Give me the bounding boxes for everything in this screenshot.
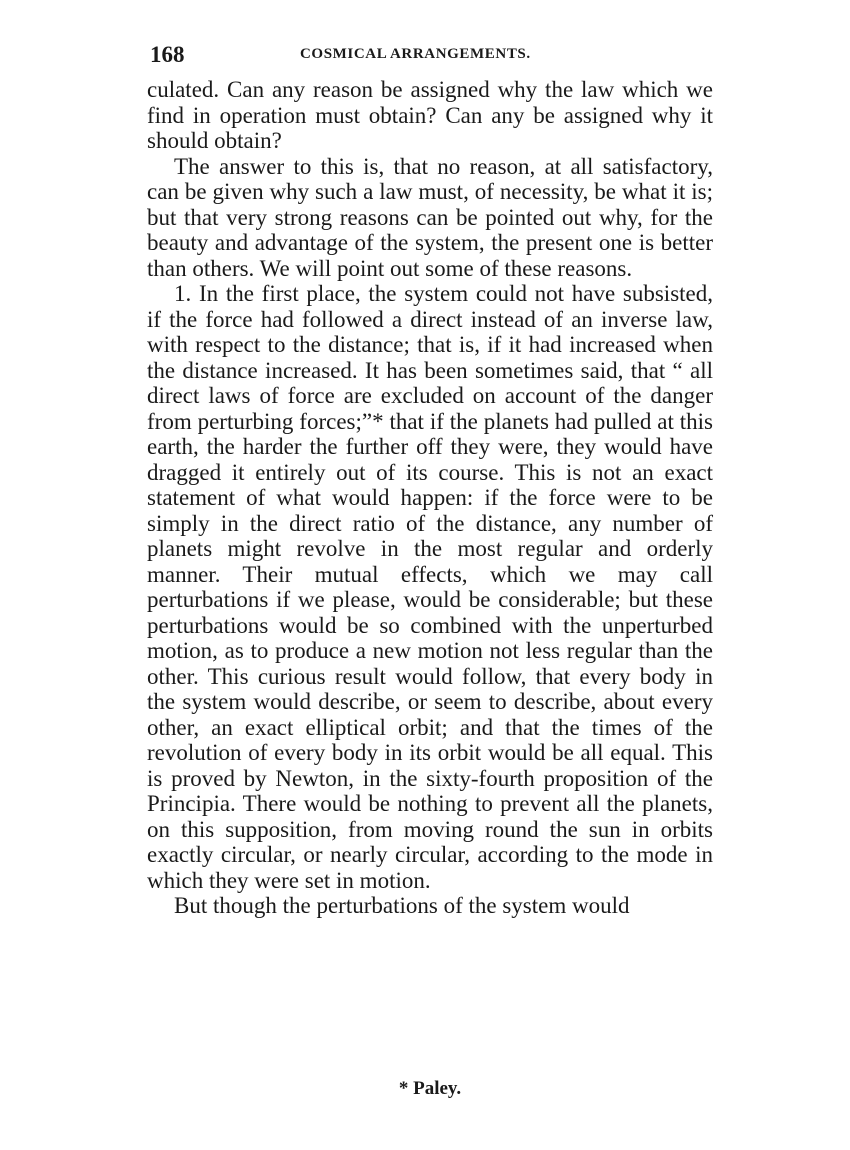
paragraph-first-reason: 1. In the first place, the system could not have subsisted, if the force had followed a direct instead of an inverse law, with respect to the distance; that is, if it had increased when the distance increased. It has been sometimes said, that “ all direct laws of force are excluded on account of the danger from perturbing forces;”* that if the planets had pulled at this earth, the harder the further off they were, they would have dragged it entirely out of its course. This is not an exact statement of what would happen: if the force were to be simply in the direct ratio of the distance, any number of planets might revolve in the most regular and orderly manner. Their mutual effects, which we may call perturbations if we please, would be considerable; but these perturbations would be so combined with the unperturbed motion, as to produce a new motion not less regular than the other. This curious result would follow, that every body in the system would describe, or seem to describe, about every other, an exact elliptical orbit; and that the times of the revolution of every body in its orbit would be all equal. This is proved by Newton, in the sixty-fourth proposition of the Principia. There would be nothing to prevent all the planets, on this supposition, from moving round the sun in orbits exactly circular, or nearly circular, according to the mode in which they were set in motion. xyxy=(147,281,713,893)
paragraph-continuation: culated. Can any reason be assigned why the law which we find in operation must obtain? Can any be assigned why it should obtain? xyxy=(147,77,713,153)
page-header xyxy=(150,40,712,70)
body-text xyxy=(147,77,713,919)
paragraph-perturbations: But though the perturbations of the system would xyxy=(174,893,630,918)
footnote: * Paley. xyxy=(398,1078,462,1099)
page-number: 168 xyxy=(150,42,185,67)
running-head: COSMICAL ARRANGEMENTS. xyxy=(300,46,531,62)
paragraph-answer: The answer to this is, that no reason, at all satisfactory, can be given why such a law must, of necessity, be what it is; but that very strong reasons can be pointed out why, for the beauty and advantage of the system, the present one is better than others. We will point out some of these reasons. xyxy=(147,153,713,281)
